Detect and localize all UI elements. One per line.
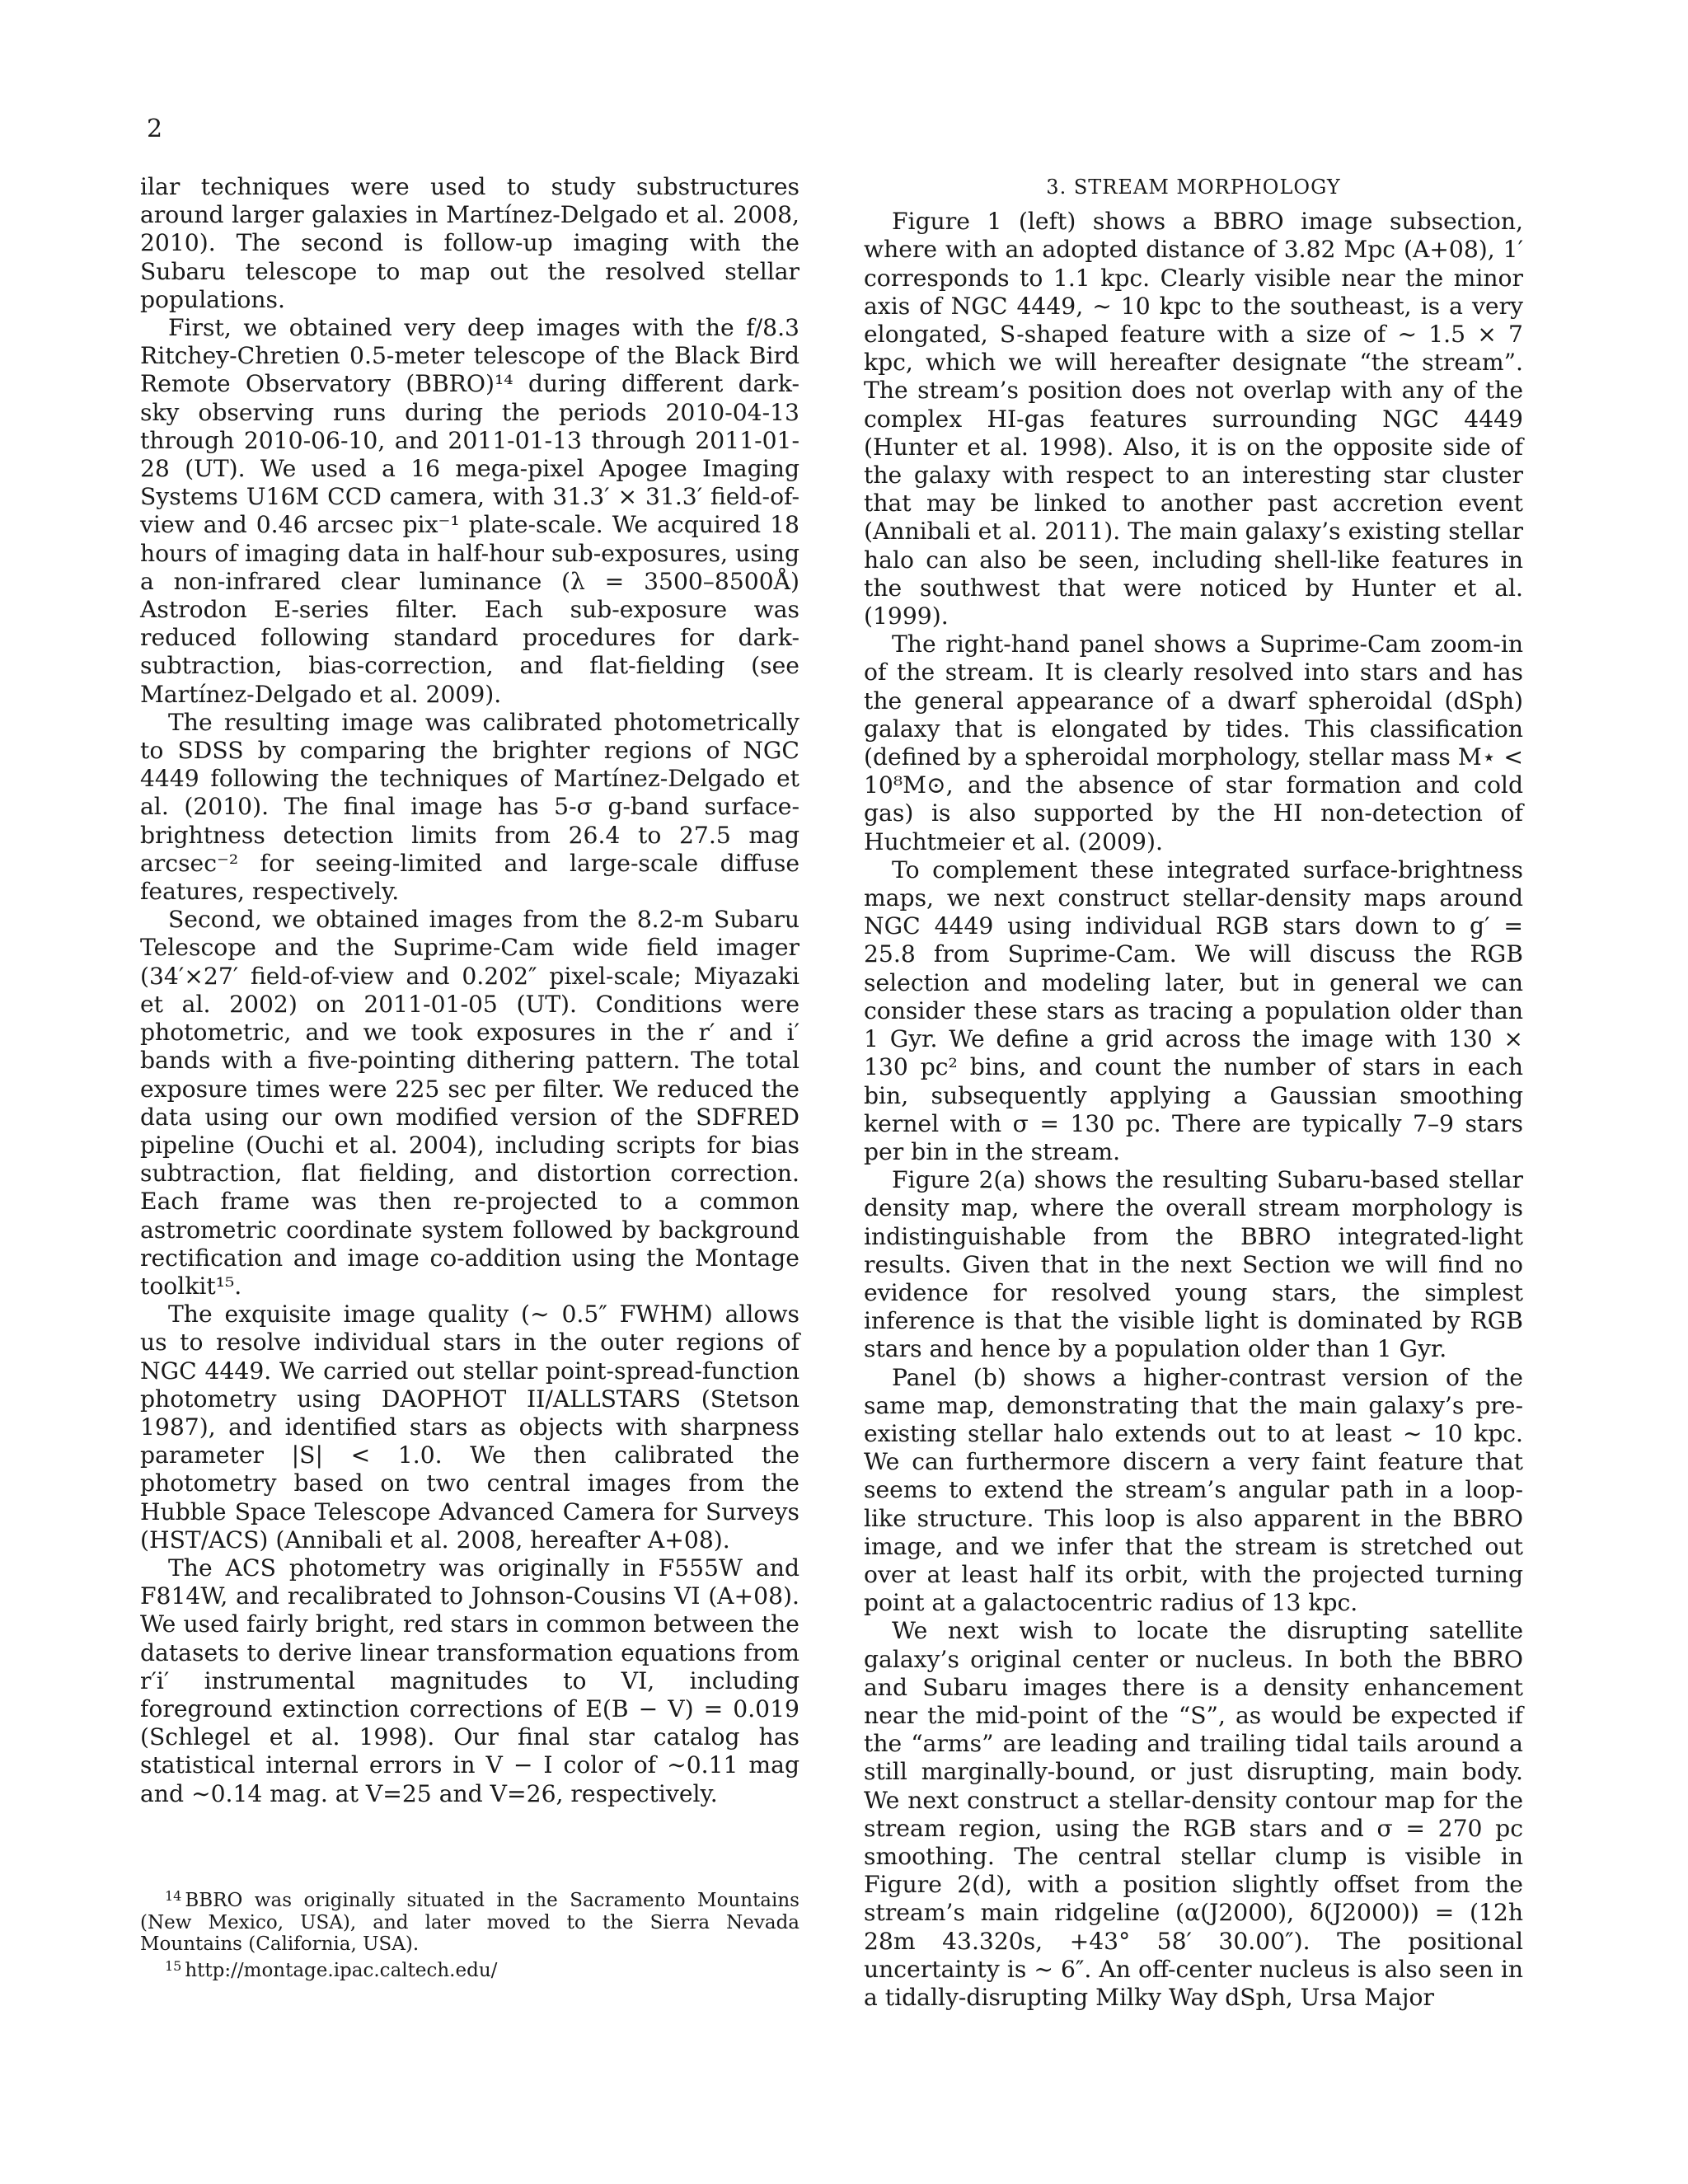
body-paragraph: The exquisite image quality (∼ 0.5″ FWHM) allows us to resolve individual stars in the outer regions of NGC 4449. We carried out stellar point-spread-function photometry using DAOPHOT II/ALLSTARS (Stetson 1987), and identified stars as objects with sharpness parameter |S| < 1.0. We then calibrated the photometry based on two central images from the Hubble Space Telescope Advanced Camera for Surveys (HST/ACS) (Annibali et al. 2008, hereafter A+08). — [140, 1301, 799, 1554]
body-paragraph: The right-hand panel shows a Suprime-Cam zoom-in of the stream. It is clearly resolved into stars and has the general appearance of a dwarf spheroidal (dSph) galaxy that is elongated by tides. This classification (defined by a spheroidal morphology, stellar mass M⋆ < 10⁸M⊙, and the absence of star formation and cold gas) is also supported by the HI non-detection of Huchtmeier et al. (2009). — [864, 630, 1523, 855]
right-column — [864, 173, 1523, 2012]
left-column — [140, 173, 799, 1808]
footnote — [140, 1886, 799, 1956]
body-paragraph: ilar techniques were used to study substructures around larger galaxies in Martínez-Delgado et al. 2008, 2010). The second is follow-up imaging with the Subaru telescope to map out the resolved stellar populations. — [140, 173, 799, 313]
body-paragraph: Panel (b) shows a higher-contrast version of the same map, demonstrating that the main galaxy’s pre-existing stellar halo extends out to at least ∼ 10 kpc. We can furthermore discern a very faint feature that seems to extend the stream’s angular path in a loop-like structure. This loop is also apparent in the BBRO image, and we infer that the stream is stretched out over at least half its orbit, with the projected turning point at a galactocentric radius of 13 kpc. — [864, 1363, 1523, 1617]
footnotes — [140, 1886, 799, 1981]
footnote-mark: 15 — [165, 1957, 182, 1974]
body-paragraph: Figure 1 (left) shows a BBRO image subsection, where with an adopted distance of 3.82 Mpc (A+08), 1′ corresponds to 1.1 kpc. Clearly visible near the minor axis of NGC 4449, ∼ 10 kpc to the southeast, is a very elongated, S-shaped feature with a size of ∼ 1.5 × 7 kpc, which we will hereafter designate “the stream”. The stream’s position does not overlap with any of the complex HI-gas features surrounding NGC 4449 (Hunter et al. 1998). Also, it is on the opposite side of the galaxy with respect to an interesting star cluster that may be linked to another past accretion event (Annibali et al. 2011). The main galaxy’s existing stellar halo can also be seen, including shell-like features in the southwest that were noticed by Hunter et al. (1999). — [864, 208, 1523, 630]
footnote — [140, 1956, 799, 1982]
body-paragraph: The resulting image was calibrated photometrically to SDSS by comparing the brighter regions of NGC 4449 following the techniques of Martínez-Delgado et al. (2010). The final image has 5-σ g-band surface-brightness detection limits from 26.4 to 27.5 mag arcsec⁻² for seeing-limited and large-scale diffuse features, respectively. — [140, 708, 799, 906]
section-heading: 3. STREAM MORPHOLOGY — [1046, 176, 1341, 199]
body-paragraph: Figure 2(a) shows the resulting Subaru-based stellar density map, where the overall stream morphology is indistinguishable from the BBRO integrated-light results. Given that in the next Section we will find no evidence for resolved young stars, the simplest inference is that the visible light is dominated by RGB stars and hence by a population older than 1 Gyr. — [864, 1166, 1523, 1363]
footnote-text: BBRO was originally situated in the Sacramento Mountains (New Mexico, USA), and later moved to the Sierra Nevada Mountains (California, USA). — [140, 1890, 799, 1955]
footnote-url[interactable]: http://montage.ipac.caltech.edu/ — [185, 1959, 498, 1981]
body-paragraph: The ACS photometry was originally in F555W and F814W, and recalibrated to Johnson-Cousins VI (A+08). We used fairly bright, red stars in common between the datasets to derive linear transformation equations from r′i′ instrumental magnitudes to VI, including foreground extinction corrections of E(B − V) = 0.019 (Schlegel et al. 1998). Our final star catalog has statistical internal errors in V − I color of ∼0.11 mag and ∼0.14 mag. at V=25 and V=26, respectively. — [140, 1554, 799, 1807]
body-paragraph: Second, we obtained images from the 8.2-m Subaru Telescope and the Suprime-Cam wide field imager (34′×27′ field-of-view and 0.202″ pixel-scale; Miyazaki et al. 2002) on 2011-01-05 (UT). Conditions were photometric, and we took exposures in the r′ and i′ bands with a five-pointing dithering pattern. The total exposure times were 225 sec per filter. We reduced the data using our own modified version of the SDFRED pipeline (Ouchi et al. 2004), including scripts for bias subtraction, flat fielding, and distortion correction. Each frame was then re-projected to a common astrometric coordinate system followed by background rectification and image co-addition using the Montage toolkit¹⁵. — [140, 906, 799, 1300]
footnote-mark: 14 — [165, 1888, 182, 1904]
body-paragraph: To complement these integrated surface-brightness maps, we next construct stellar-density maps around NGC 4449 using individual RGB stars down to g′ = 25.8 from Suprime-Cam. We will discuss the RGB selection and modeling later, but in general we can consider these stars as tracing a population older than 1 Gyr. We define a grid across the image with 130 × 130 pc² bins, and count the number of stars in each bin, subsequently applying a Gaussian smoothing kernel with σ = 130 pc. There are typically 7–9 stars per bin in the stream. — [864, 855, 1523, 1165]
body-paragraph: First, we obtained very deep images with the f/8.3 Ritchey-Chretien 0.5-meter telescope of the Black Bird Remote Observatory (BBRO)¹⁴ during different dark-sky observing runs during the periods 2010-04-13 through 2010-06-10, and 2011-01-13 through 2011-01-28 (UT). We used a 16 mega-pixel Apogee Imaging Systems U16M CCD camera, with 31.3′ × 31.3′ field-of-view and 0.46 arcsec pix⁻¹ plate-scale. We acquired 18 hours of imaging data in half-hour sub-exposures, using a non-infrared clear luminance (λ = 3500–8500Å) Astrodon E-series filter. Each sub-exposure was reduced following standard procedures for dark-subtraction, bias-correction, and flat-fielding (see Martínez-Delgado et al. 2009). — [140, 314, 799, 708]
body-paragraph: We next wish to locate the disrupting satellite galaxy’s original center or nucleus. In both the BBRO and Subaru images there is a density enhancement near the mid-point of the “S”, as would be expected if the “arms” are leading and trailing tidal tails around a still marginally-bound, or just disrupting, main body. We next construct a stellar-density contour map for the stream region, using the RGB stars and σ = 270 pc smoothing. The central stellar clump is visible in Figure 2(d), with a position slightly offset from the stream’s main ridgeline (α(J2000), δ(J2000)) = (12h 28m 43.320s, +43° 58′ 30.00″). The positional uncertainty is ∼ 6″. An off-center nucleus is also seen in a tidally-disrupting Milky Way dSph, Ursa Major — [864, 1617, 1523, 2011]
page-number: 2 — [147, 115, 163, 143]
